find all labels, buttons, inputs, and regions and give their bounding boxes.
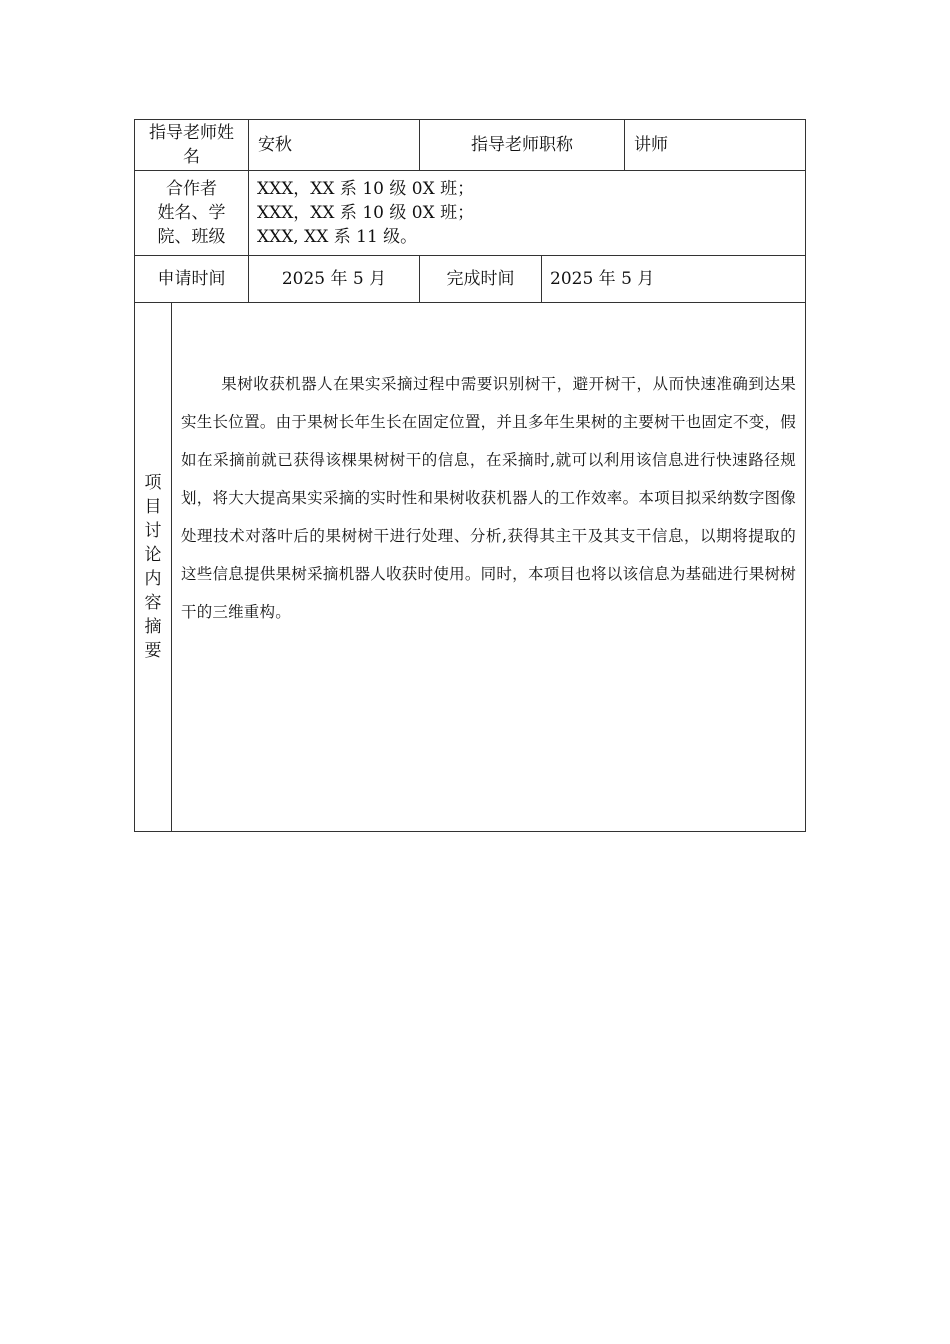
advisor-name-value: 安秋: [249, 120, 420, 171]
summary-text: 果树收获机器人在果实采摘过程中需要识别树干，避开树干，从而快速准确到达果实生长位置。由于果树长年生长在固定位置，并且多年生果树的主要树干也固定不变，假如在采摘前就已获得该棵果树树干的信息，在采摘时,就可以利用该信息进行快速路径规划，将大大提高果实采摘的实时性和果树收获机器人的工作效率。本项目拟采纳数字图像处理技术对落叶后的果树树干进行处理、分析,获得其主干及其支干信息，以期将提取的这些信息提供果树采摘机器人收获时使用。同时，本项目也将以该信息为基础进行果树树干的三维重构。: [181, 375, 796, 621]
advisor-row: [135, 120, 806, 171]
collaborators-label: 合作者 姓名、学 院、班级: [135, 171, 249, 256]
summary-row: [135, 303, 806, 832]
apply-time-label: 申请时间: [135, 256, 249, 303]
collaborators-row: [135, 171, 806, 256]
summary-content: [172, 303, 806, 832]
collaborator-entry: XXX, XX 系 11 级。: [257, 227, 418, 247]
collaborator-entry: XXX，XX 系 10 级 0X 班；: [257, 203, 475, 223]
collaborator-entry: XXX，XX 系 10 级 0X 班；: [257, 179, 475, 199]
finish-time-value: 2025 年 5 月: [542, 256, 806, 303]
advisor-name-label: 指导老师姓 名: [135, 120, 249, 171]
project-info-table: [134, 119, 806, 832]
finish-time-label: 完成时间: [420, 256, 542, 303]
collaborators-list: [249, 171, 806, 256]
apply-time-value: 2025 年 5 月: [249, 256, 420, 303]
time-row: [135, 256, 806, 303]
advisor-title-value: 讲师: [625, 120, 806, 171]
summary-label: 项 目 讨 论 内 容 摘 要: [135, 303, 172, 832]
advisor-title-label: 指导老师职称: [420, 120, 625, 171]
